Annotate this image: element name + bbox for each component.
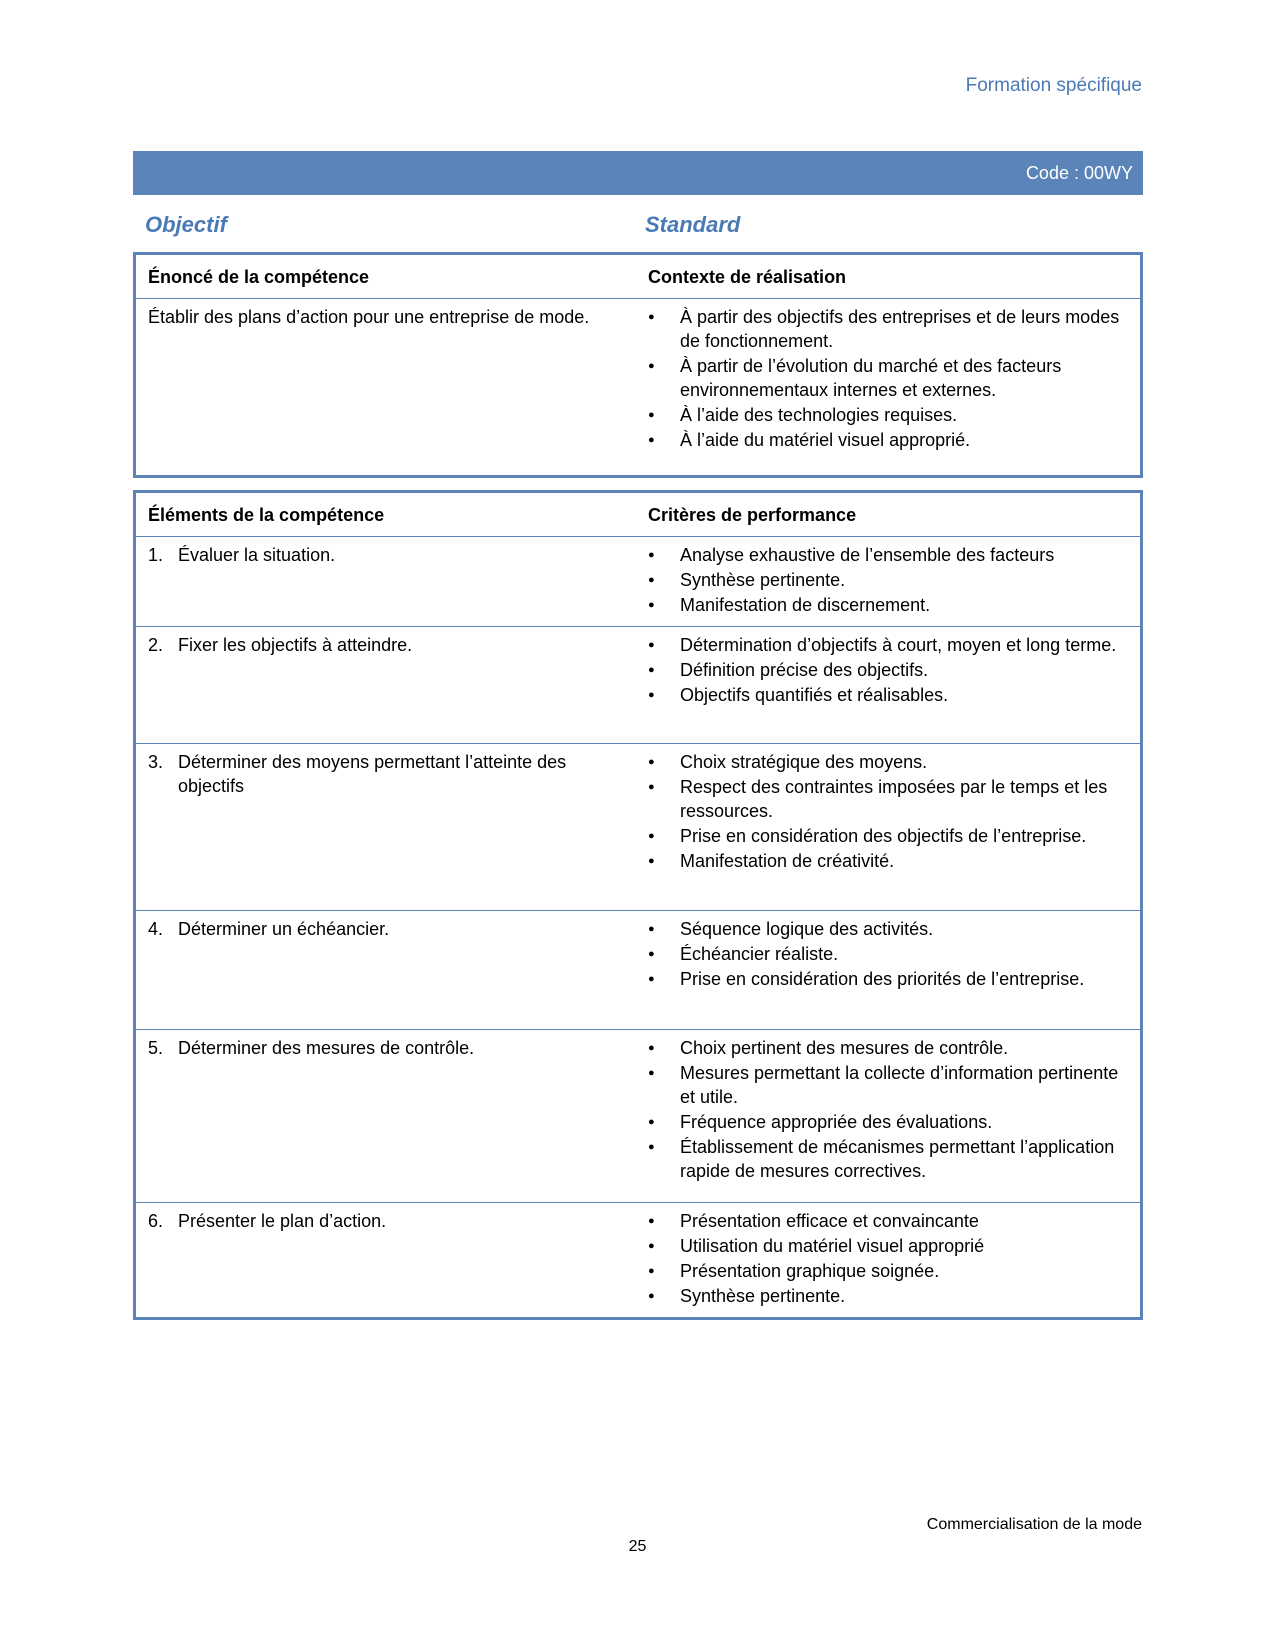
criterion-item: ● Prise en considération des objectifs de l’entreprise. xyxy=(648,824,1130,848)
element-text: Déterminer un échéancier. xyxy=(178,919,390,939)
element-text: Fixer les objectifs à atteindre. xyxy=(178,635,413,655)
competence-statement: Établir des plans d’action pour une entreprise de mode. xyxy=(135,299,637,477)
criteria-list xyxy=(648,917,1130,991)
context-list xyxy=(648,305,1130,452)
code-bar xyxy=(133,151,1143,195)
criterion-item: ● Échéancier réaliste. xyxy=(648,942,1130,966)
criterion-item: ● Présentation efficace et convaincante xyxy=(648,1209,1130,1233)
element-cell xyxy=(135,537,637,627)
criteria-cell xyxy=(636,537,1142,627)
context-item: ● À l’aide du matériel visuel approprié. xyxy=(648,428,1130,452)
element-number: 2. xyxy=(148,635,164,655)
element-item xyxy=(148,543,626,567)
criteria-cell xyxy=(636,911,1142,1030)
element-text: Déterminer des moyens permettant l’atteinte des objectifs xyxy=(178,752,567,796)
criterion-item: ● Détermination d’objectifs à court, moyen et long terme. xyxy=(648,633,1130,657)
element-cell xyxy=(135,1203,637,1319)
criterion-item: ● Séquence logique des activités. xyxy=(648,917,1130,941)
element-item xyxy=(148,917,626,941)
element-number: 5. xyxy=(148,1038,164,1058)
criterion-item: ● Définition précise des objectifs. xyxy=(648,658,1130,682)
criterion-item: ● Fréquence appropriée des évaluations. xyxy=(648,1110,1130,1134)
criterion-item: ● Prise en considération des priorités de l’entreprise. xyxy=(648,967,1130,991)
element-text: Déterminer des mesures de contrôle. xyxy=(178,1038,475,1058)
criteria-cell xyxy=(636,744,1142,911)
section-title: Formation spécifique xyxy=(965,75,1142,96)
element-item xyxy=(148,1209,626,1233)
element-cell xyxy=(135,744,637,911)
element-text: Présenter le plan d’action. xyxy=(178,1211,387,1231)
table-row xyxy=(135,1030,1142,1203)
context-item: ● À l’aide des technologies requises. xyxy=(648,403,1130,427)
table-row xyxy=(135,911,1142,1030)
element-text: Évaluer la situation. xyxy=(178,545,336,565)
criterion-item: ● Objectifs quantifiés et réalisables. xyxy=(648,683,1130,707)
element-cell xyxy=(135,911,637,1030)
standard-heading: Standard xyxy=(645,212,741,237)
table-row xyxy=(135,537,1142,627)
element-number: 4. xyxy=(148,919,164,939)
context-item: ● À partir de l’évolution du marché et des facteurs environnementaux internes et externes. xyxy=(648,354,1130,402)
criteria-list xyxy=(648,1209,1130,1308)
element-item xyxy=(148,633,626,657)
criterion-item: ● Choix pertinent des mesures de contrôle. xyxy=(648,1036,1130,1060)
criteria-header: Critères de performance xyxy=(648,505,857,525)
criterion-item: ● Manifestation de discernement. xyxy=(648,593,1130,617)
context-item: ● À partir des objectifs des entreprises et de leurs modes de fonctionnement. xyxy=(648,305,1130,353)
statement-header: Énoncé de la compétence xyxy=(148,267,370,287)
criterion-item: ● Utilisation du matériel visuel approprié xyxy=(648,1234,1130,1258)
elements-table xyxy=(133,490,1143,1320)
criterion-item: ● Synthèse pertinente. xyxy=(648,568,1130,592)
criteria-list xyxy=(648,1036,1130,1183)
criterion-item: ● Établissement de mécanismes permettant l’application rapide de mesures correctives. xyxy=(648,1135,1130,1183)
table-row xyxy=(135,627,1142,744)
element-cell xyxy=(135,627,637,744)
criterion-item: ● Mesures permettant la collecte d’information pertinente et utile. xyxy=(648,1061,1130,1109)
context-header: Contexte de réalisation xyxy=(648,267,847,287)
objective-standard-row xyxy=(145,212,1140,238)
competence-table xyxy=(133,252,1143,478)
objective-heading: Objectif xyxy=(145,212,227,237)
criteria-cell xyxy=(636,1030,1142,1203)
program-name: Commercialisation de la mode xyxy=(926,1516,1142,1533)
competence-code: Code : 00WY xyxy=(1025,163,1133,183)
criterion-item: ● Analyse exhaustive de l’ensemble des facteurs xyxy=(648,543,1130,567)
page-number: 25 xyxy=(628,1538,647,1555)
criteria-cell xyxy=(636,627,1142,744)
element-number: 3. xyxy=(148,752,164,772)
criterion-item: ● Respect des contraintes imposées par le temps et les ressources. xyxy=(648,775,1130,823)
criterion-item: ● Manifestation de créativité. xyxy=(648,849,1130,873)
element-number: 6. xyxy=(148,1211,164,1231)
element-number: 1. xyxy=(148,545,164,565)
element-item xyxy=(148,750,626,798)
table-row xyxy=(135,744,1142,911)
criteria-list xyxy=(648,633,1130,707)
element-cell xyxy=(135,1030,637,1203)
table-row xyxy=(135,1203,1142,1319)
element-item xyxy=(148,1036,626,1060)
criteria-list xyxy=(648,750,1130,873)
criteria-list xyxy=(648,543,1130,617)
elements-header: Éléments de la compétence xyxy=(148,505,385,525)
criteria-cell xyxy=(636,1203,1142,1319)
context-cell xyxy=(636,299,1142,477)
criterion-item: ● Synthèse pertinente. xyxy=(648,1284,1130,1308)
criterion-item: ● Choix stratégique des moyens. xyxy=(648,750,1130,774)
criterion-item: ● Présentation graphique soignée. xyxy=(648,1259,1130,1283)
